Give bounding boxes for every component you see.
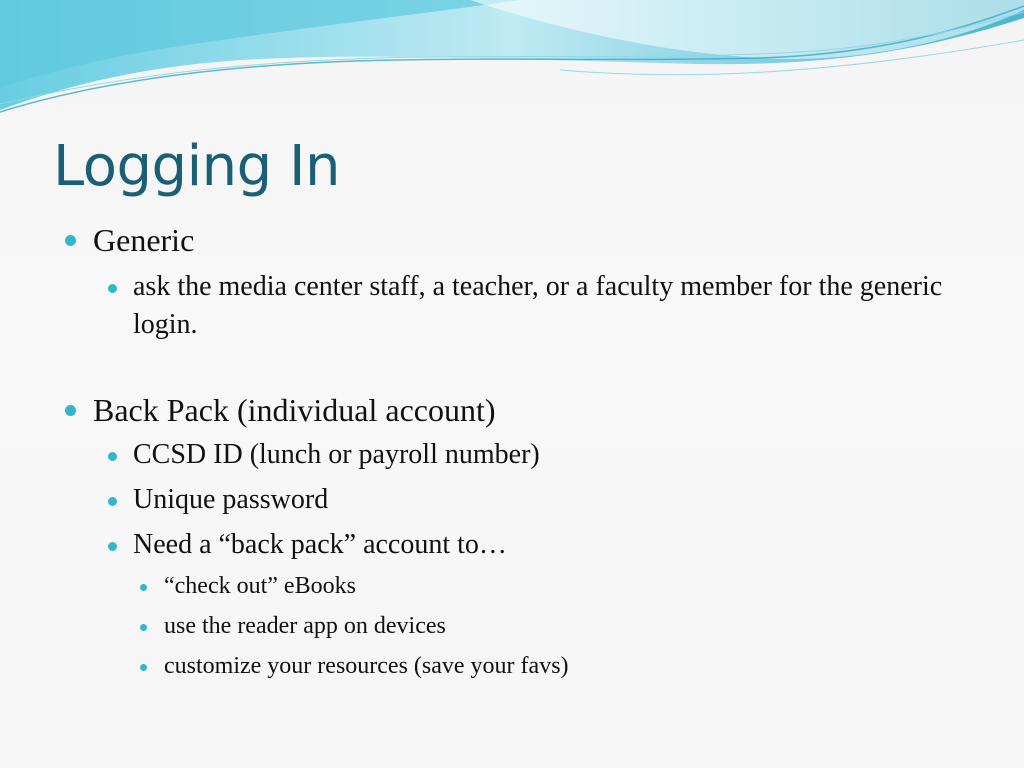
- bullet-text: Back Pack (individual account): [93, 392, 496, 428]
- bullet-icon: [108, 452, 117, 461]
- header-wave-decoration: [0, 0, 1024, 130]
- bullet-text: “check out” eBooks: [164, 573, 356, 599]
- slide-title: Logging In: [53, 134, 340, 199]
- bullet-text: customize your resources (save your favs): [164, 653, 569, 679]
- bullet-item-reader-app: [60, 606, 980, 646]
- bullet-item-password: [60, 481, 980, 519]
- bullet-item-generic: [60, 218, 980, 262]
- bullet-icon: [65, 235, 76, 246]
- bullet-text: Need a “back pack” account to…: [133, 529, 507, 560]
- bullet-icon: [140, 664, 147, 671]
- bullet-item-checkout: [60, 566, 980, 606]
- bullet-text: CCSD ID (lunch or payroll number): [133, 439, 540, 470]
- bullet-item-backpack: [60, 388, 980, 432]
- bullet-item-ccsd-id: [60, 436, 980, 474]
- bullet-list: [60, 218, 980, 686]
- bullet-text: ask the media center staff, a teacher, or a faculty member for the generic login.: [133, 271, 943, 340]
- bullet-text: Generic: [93, 222, 195, 258]
- bullet-icon: [108, 284, 117, 293]
- bullet-item-generic-login: [60, 268, 980, 344]
- bullet-icon: [65, 405, 76, 416]
- bullet-text: Unique password: [133, 484, 329, 515]
- bullet-icon: [108, 542, 117, 551]
- bullet-item-need-account: [60, 526, 980, 564]
- bullet-text: use the reader app on devices: [164, 613, 446, 639]
- bullet-item-customize: [60, 646, 980, 686]
- bullet-icon: [140, 624, 147, 631]
- bullet-icon: [108, 497, 117, 506]
- bullet-icon: [140, 584, 147, 591]
